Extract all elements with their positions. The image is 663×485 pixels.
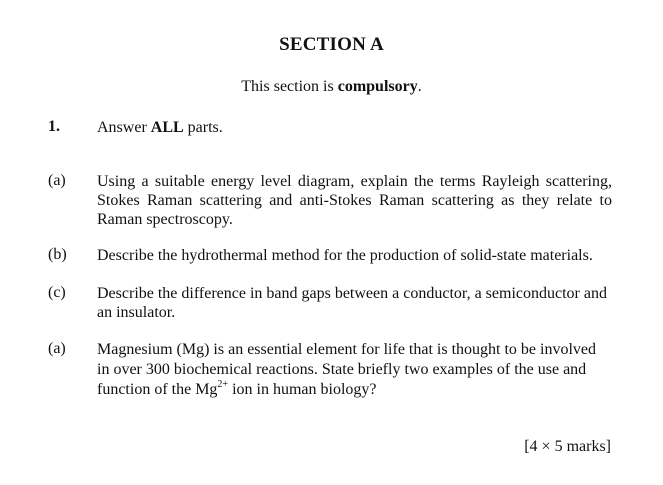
part-text xyxy=(97,340,617,400)
section-intro xyxy=(0,78,663,96)
part-label: (c) xyxy=(48,284,66,301)
ion-charge-superscript: 2+ xyxy=(217,378,229,390)
instruction-text: Answer xyxy=(97,119,151,136)
part-text: Describe the hydrothermal method for the production of solid-state materials. xyxy=(97,247,593,264)
question-number: 1. xyxy=(48,118,60,135)
part-label: (a) xyxy=(48,340,66,357)
part-text-line: in over 300 biochemical reactions. State briefly two examples of the use and xyxy=(97,361,587,378)
part-text-segment: ion in human biology? xyxy=(228,381,377,398)
instruction-emphasis: ALL xyxy=(150,119,184,136)
intro-end: . xyxy=(417,78,422,95)
part-text-line: Magnesium (Mg) is an essential element for life that is thought to be involved xyxy=(97,341,597,358)
part-label: (a) xyxy=(48,172,66,189)
section-title: SECTION A xyxy=(279,34,384,55)
part-text-line xyxy=(97,380,617,400)
part-text-segment: function of the Mg xyxy=(97,381,218,398)
marks-allocation: [4 × 5 marks] xyxy=(524,438,611,455)
part-text: Describe the difference in band gaps between a conductor, a semiconductor and an insulator. xyxy=(97,285,607,321)
part-text: Using a suitable energy level diagram, explain the terms Rayleigh scattering, Stokes Raman scattering and anti-Stokes Raman scattering as they relate to Raman spectroscopy. xyxy=(97,173,612,228)
question-instruction xyxy=(97,118,612,137)
intro-emphasis: compulsory xyxy=(337,78,418,95)
part-label: (b) xyxy=(48,246,67,263)
instruction-end: parts. xyxy=(183,119,223,136)
intro-text: This section is xyxy=(241,78,338,95)
